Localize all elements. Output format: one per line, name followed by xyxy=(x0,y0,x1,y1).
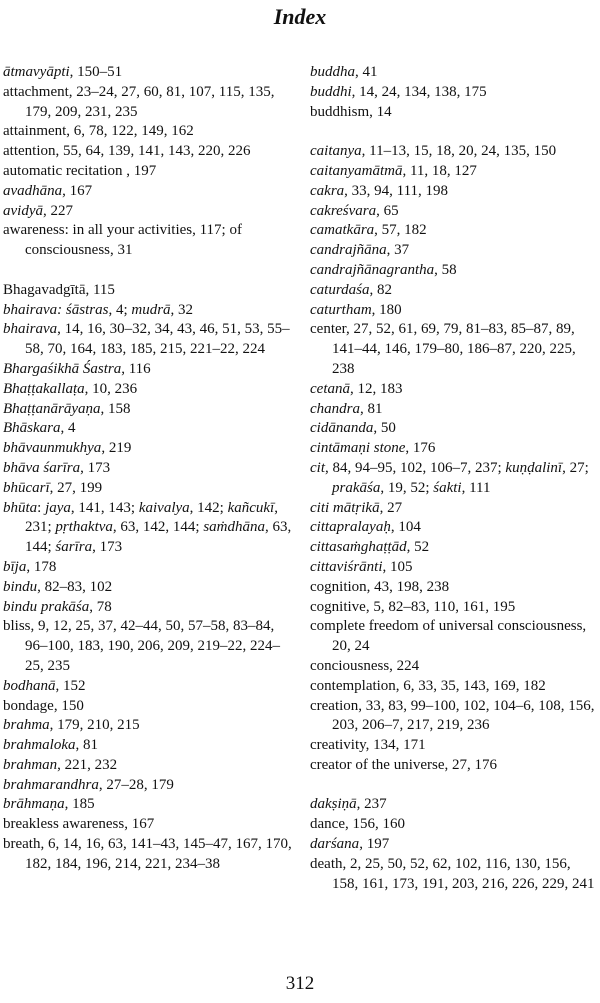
index-entry: automatic recitation , 197 xyxy=(3,162,157,179)
index-entry: brahman, 221, 232 xyxy=(3,756,118,773)
index-entry: bīja, 178 xyxy=(3,558,57,575)
index-entry: cintāmaṇi stone, 176 xyxy=(310,440,436,457)
index-entry: cognitive, 5, 82–83, 110, 161, 195 xyxy=(310,598,516,615)
index-entry: bhairava, 14, 16, 30–32, 34, 43, 46, 51, 53, 55–58, 70, 164, 183, 185, 215, 221–22, 224 xyxy=(3,321,290,358)
index-entry: brahma, 179, 210, 215 xyxy=(3,717,140,734)
index-entry: cittaviśrānti, 105 xyxy=(310,558,413,575)
index-column-left xyxy=(3,63,293,875)
index-entry: brahmaloka, 81 xyxy=(3,737,98,754)
index-entry: avadhāna, 167 xyxy=(3,182,93,199)
index-entry: Bhaṭṭakallaṭa, 10, 236 xyxy=(3,380,138,397)
index-entry: citi mātṛikā, 27 xyxy=(310,499,403,516)
index-entry: bhairava: śāstras, 4; mudrā, 32 xyxy=(3,301,194,318)
index-entry: awareness: in all your activities, 117; of consciousness, 31 xyxy=(3,222,242,259)
index-entry: caitanya, 11–13, 15, 18, 20, 24, 135, 150 xyxy=(310,143,557,160)
index-entry: candrajñānagrantha, 58 xyxy=(310,261,457,278)
index-entry: attention, 55, 64, 139, 141, 143, 220, 226 xyxy=(3,143,251,160)
index-entry: brāhmaṇa, 185 xyxy=(3,796,95,813)
index-entry: Bhāskara, 4 xyxy=(3,420,76,437)
section-gap xyxy=(310,776,598,796)
index-entry: bindu, 82–83, 102 xyxy=(3,578,113,595)
index-entry: center, 27, 52, 61, 69, 79, 81–83, 85–87, 89, 141–44, 146, 179–80, 186–87, 220, 225, 238 xyxy=(310,321,576,377)
index-entry: creator of the universe, 27, 176 xyxy=(310,756,498,773)
section-gap xyxy=(310,122,598,142)
index-entry: darśana, 197 xyxy=(310,836,390,853)
index-entry: creativity, 134, 171 xyxy=(310,737,426,754)
index-entry: conciousness, 224 xyxy=(310,657,420,674)
index-entry: death, 2, 25, 50, 52, 62, 102, 116, 130, 156, 158, 161, 173, 191, 203, 216, 226, 229, 241 xyxy=(310,855,595,892)
index-entry: Bhaṭṭanārāyaṇa, 158 xyxy=(3,400,131,417)
index-entry: attainment, 6, 78, 122, 149, 162 xyxy=(3,123,194,140)
index-entry: bhāvaunmukhya, 219 xyxy=(3,440,132,457)
index-entry: cidānanda, 50 xyxy=(310,420,396,437)
index-entry: breath, 6, 14, 16, 63, 141–43, 145–47, 167, 170, 182, 184, 196, 214, 221, 234–38 xyxy=(3,836,292,872)
index-entry: avidyā, 227 xyxy=(3,202,73,219)
index-entry: candrajñāna, 37 xyxy=(310,242,410,259)
index-entry: bhūcarī, 27, 199 xyxy=(3,479,103,496)
index-entry: Bhargaśikhā Śastra, 116 xyxy=(3,360,151,377)
index-entry: cittasaṁghaṭṭād, 52 xyxy=(310,539,430,556)
index-entry: cognition, 43, 198, 238 xyxy=(310,578,450,595)
index-entry: buddhism, 14 xyxy=(310,103,392,120)
index-entry: bodhanā, 152 xyxy=(3,677,86,694)
index-entry: dakṣiṇā, 237 xyxy=(310,796,387,813)
page-title: Index xyxy=(273,4,327,29)
index-entry: complete freedom of universal consciousness, 20, 24 xyxy=(310,618,587,655)
index-entry: Bhagavadgītā, 115 xyxy=(3,281,115,298)
index-entry: bindu prakāśa, 78 xyxy=(3,598,112,615)
index-entry: cakra, 33, 94, 111, 198 xyxy=(310,182,449,199)
index-entry: caturdaśa, 82 xyxy=(310,281,392,298)
page-number: 312 xyxy=(285,973,315,994)
index-entry: cittapralayaḥ, 104 xyxy=(310,519,421,536)
index-entry: attachment, 23–24, 27, 60, 81, 107, 115, 135, 179, 209, 231, 235 xyxy=(3,83,275,120)
index-entry: brahmarandhra, 27–28, 179 xyxy=(3,776,174,793)
index-entry: cit, 84, 94–95, 102, 106–7, 237; kuṇḍalinī, 27; prakāśa, 19, 52; śakti, 111 xyxy=(310,459,589,496)
index-entry: bhūta: jaya, 141, 143; kaivalya, 142; kañcukī, 231; pṛthaktva, 63, 142, 144; saṁdhāna, 63, 144; śarīra, 173 xyxy=(3,499,292,556)
index-entry: buddha, 41 xyxy=(310,64,378,80)
index-entry: bondage, 150 xyxy=(3,697,84,714)
section-gap xyxy=(3,261,293,281)
index-entry: caturtham, 180 xyxy=(310,301,402,318)
index-entry: creation, 33, 83, 99–100, 102, 104–6, 108, 156, 203, 206–7, 217, 219, 236 xyxy=(310,697,595,734)
index-column-right xyxy=(310,63,598,894)
index-entry: cetanā, 12, 183 xyxy=(310,380,403,397)
index-entry: breakless awareness, 167 xyxy=(3,816,155,833)
index-entry: caitanyamātmā, 11, 18, 127 xyxy=(310,162,477,179)
index-entry: camatkāra, 57, 182 xyxy=(310,222,427,239)
index-entry: contemplation, 6, 33, 35, 143, 169, 182 xyxy=(310,677,546,694)
index-entry: bhāva śarīra, 173 xyxy=(3,459,111,476)
index-entry: ātmavyāpti, 150–51 xyxy=(3,64,123,80)
index-entry: cakreśvara, 65 xyxy=(310,202,399,219)
index-entry: bliss, 9, 12, 25, 37, 42–44, 50, 57–58, 83–84, 96–100, 183, 190, 206, 209, 219–22, 224–25, 235 xyxy=(3,618,280,674)
index-entry: buddhi, 14, 24, 134, 138, 175 xyxy=(310,83,487,100)
index-entry: dance, 156, 160 xyxy=(310,816,405,833)
index-entry: chandra, 81 xyxy=(310,400,383,417)
